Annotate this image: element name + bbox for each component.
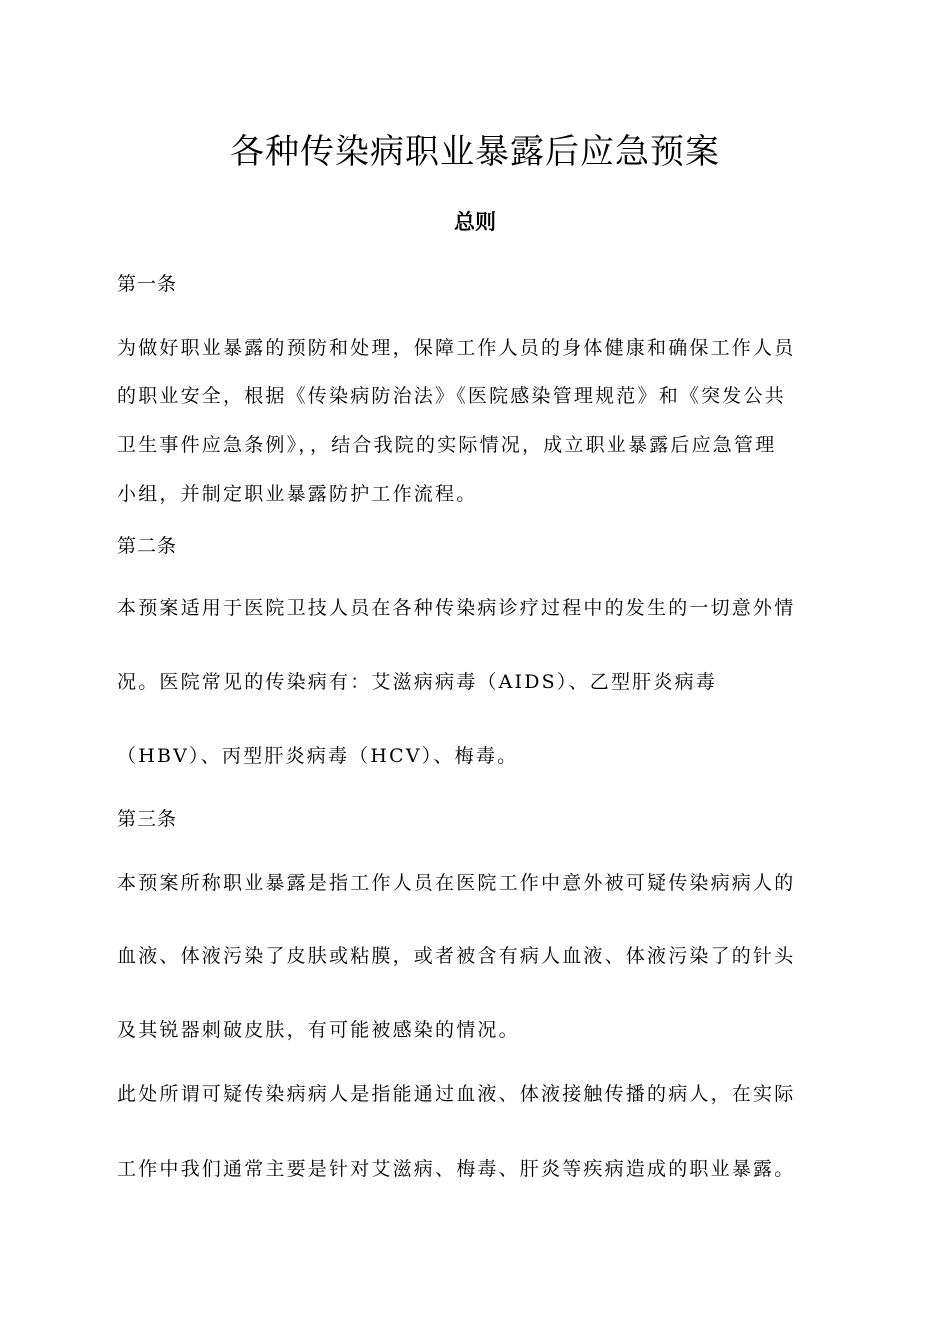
article-text-line: 血液、体液污染了皮肤或粘膜，或者被含有病人血液、体液污染了的针头 [117,945,796,967]
document-title: 各种传染病职业暴露后应急预案 [230,132,720,172]
article-text-line: 的职业安全，根据《传染病防治法》《医院感染管理规范》和《突发公共 [117,385,786,407]
article-text-line: 本预案适用于医院卫技人员在各种传染病诊疗过程中的发生的一切意外情 [117,597,796,619]
article-text-line: 小组，并制定职业暴露防护工作流程。 [117,483,478,505]
article-text-line: 卫生事件应急条例》，，结合我院的实际情况，成立职业暴露后应急管理 [117,434,777,456]
article-text-line: 及其锐器刺破皮肤，有可能被感染的情况。 [117,1019,520,1041]
article-text-line: 工作中我们通常主要是针对艾滋病、梅毒、肝炎等疾病造成的职业暴露。 [117,1158,796,1180]
article-label: 第三条 [117,808,178,830]
article-text-line: 况。医院常见的传染病有：艾滋病病毒（AIDS）、乙型肝炎病毒 [117,671,717,693]
article-text-line: （HBV）、丙型肝炎病毒（HCV）、梅毒。 [117,745,519,767]
article-text-line: 本预案所称职业暴露是指工作人员在医院工作中意外被可疑传染病病人的 [117,872,796,894]
article-label: 第二条 [117,535,178,557]
article-text-line: 此处所谓可疑传染病病人是指能通过血液、体液接触传播的病人，在实际 [117,1083,796,1105]
article-label: 第一条 [117,273,178,295]
article-text-line: 为做好职业暴露的预防和处理，保障工作人员的身体健康和确保工作人员 [117,337,796,359]
section-heading: 总则 [454,210,496,234]
